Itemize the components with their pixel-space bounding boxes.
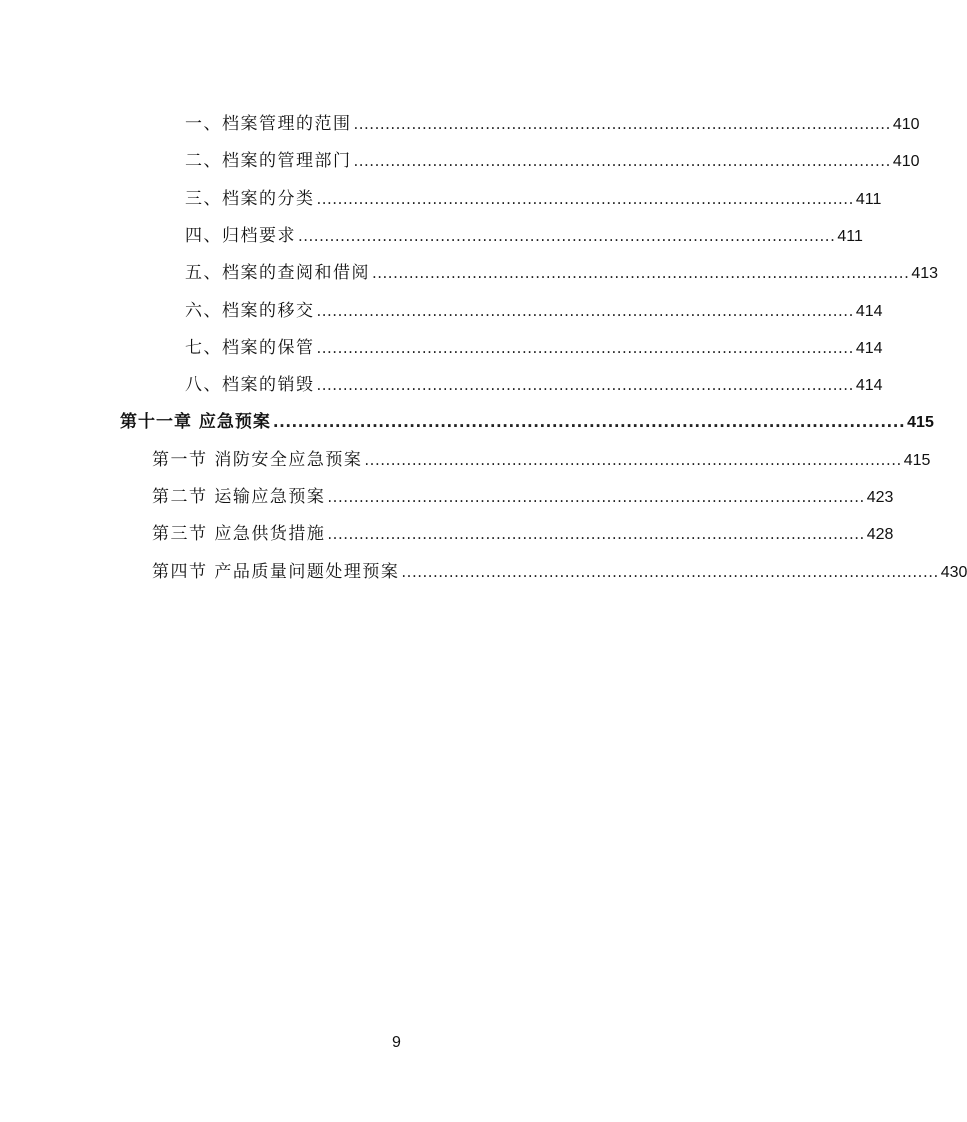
toc-entry-archive-transfer[interactable] [185, 296, 883, 321]
toc-section-quality-issues[interactable] [152, 557, 967, 582]
toc-section-fire-safety[interactable] [152, 445, 931, 470]
toc-section-title: 第一节 消防安全应急预案 [152, 450, 363, 470]
toc-section-title: 第四节 产品质量问题处理预案 [152, 562, 400, 582]
toc-entry-page: 413 [911, 265, 939, 282]
toc-entry-page: 428 [866, 526, 894, 543]
toc-entry-title: 六、档案的移交 [185, 301, 315, 321]
toc-entry-archive-classification[interactable] [185, 184, 882, 209]
toc-section-title: 第二节 运输应急预案 [152, 487, 326, 507]
toc-entry-title: 一、档案管理的范围 [185, 114, 352, 134]
toc-entry-page: 411 [837, 228, 863, 245]
page-number: 9 [392, 1034, 401, 1051]
toc-entry-filing-requirements[interactable] [185, 221, 863, 246]
toc-entry-title: 五、档案的查阅和借阅 [185, 263, 370, 283]
toc-section-emergency-supply[interactable] [152, 519, 894, 544]
toc-leader-dots: ...................................................................................................... [272, 413, 906, 431]
toc-entry-archive-access[interactable] [185, 258, 939, 283]
toc-entry-title: 七、档案的保管 [185, 338, 315, 358]
toc-entry-title: 四、归档要求 [185, 226, 296, 246]
toc-entry-archive-scope[interactable] [185, 109, 920, 134]
toc-entry-title: 八、档案的销毁 [185, 375, 315, 395]
toc-leader-dots: ...................................................................................................... [316, 376, 854, 394]
toc-leader-dots: ...................................................................................................... [327, 525, 865, 543]
toc-chapter-emergency-plan[interactable] [120, 407, 934, 432]
toc-entry-page: 415 [903, 452, 931, 469]
toc-leader-dots: ...................................................................................................... [298, 227, 836, 245]
toc-leader-dots: ...................................................................................................... [316, 190, 854, 208]
toc-entry-archive-storage[interactable] [185, 333, 883, 358]
toc-leader-dots: ...................................................................................................... [401, 563, 939, 581]
toc-section-title: 第三节 应急供货措施 [152, 524, 326, 544]
toc-entry-title: 二、档案的管理部门 [185, 151, 352, 171]
toc-leader-dots: ...................................................................................................... [353, 152, 891, 170]
toc-leader-dots: ...................................................................................................... [327, 488, 865, 506]
toc-chapter-title: 第十一章 应急预案 [120, 412, 271, 432]
toc-entry-page: 414 [855, 303, 883, 320]
toc-entry-page: 410 [892, 116, 920, 133]
toc-leader-dots: ...................................................................................................... [372, 264, 910, 282]
toc-entry-archive-department[interactable] [185, 146, 920, 171]
toc-leader-dots: ...................................................................................................... [353, 115, 891, 133]
toc-entry-title: 三、档案的分类 [185, 189, 315, 209]
toc-entry-page: 410 [892, 153, 920, 170]
toc-entry-page: 411 [855, 191, 882, 208]
toc-entry-page: 414 [855, 340, 883, 357]
toc-entry-page: 430 [940, 564, 967, 581]
toc-leader-dots: ...................................................................................................... [316, 339, 854, 357]
toc-section-transport[interactable] [152, 482, 894, 507]
toc-entry-archive-destruction[interactable] [185, 370, 883, 395]
toc-entry-page: 414 [855, 377, 883, 394]
toc-entry-page: 415 [907, 414, 934, 431]
toc-leader-dots: ...................................................................................................... [364, 451, 902, 469]
toc-entry-page: 423 [866, 489, 894, 506]
toc-leader-dots: ...................................................................................................... [316, 302, 854, 320]
